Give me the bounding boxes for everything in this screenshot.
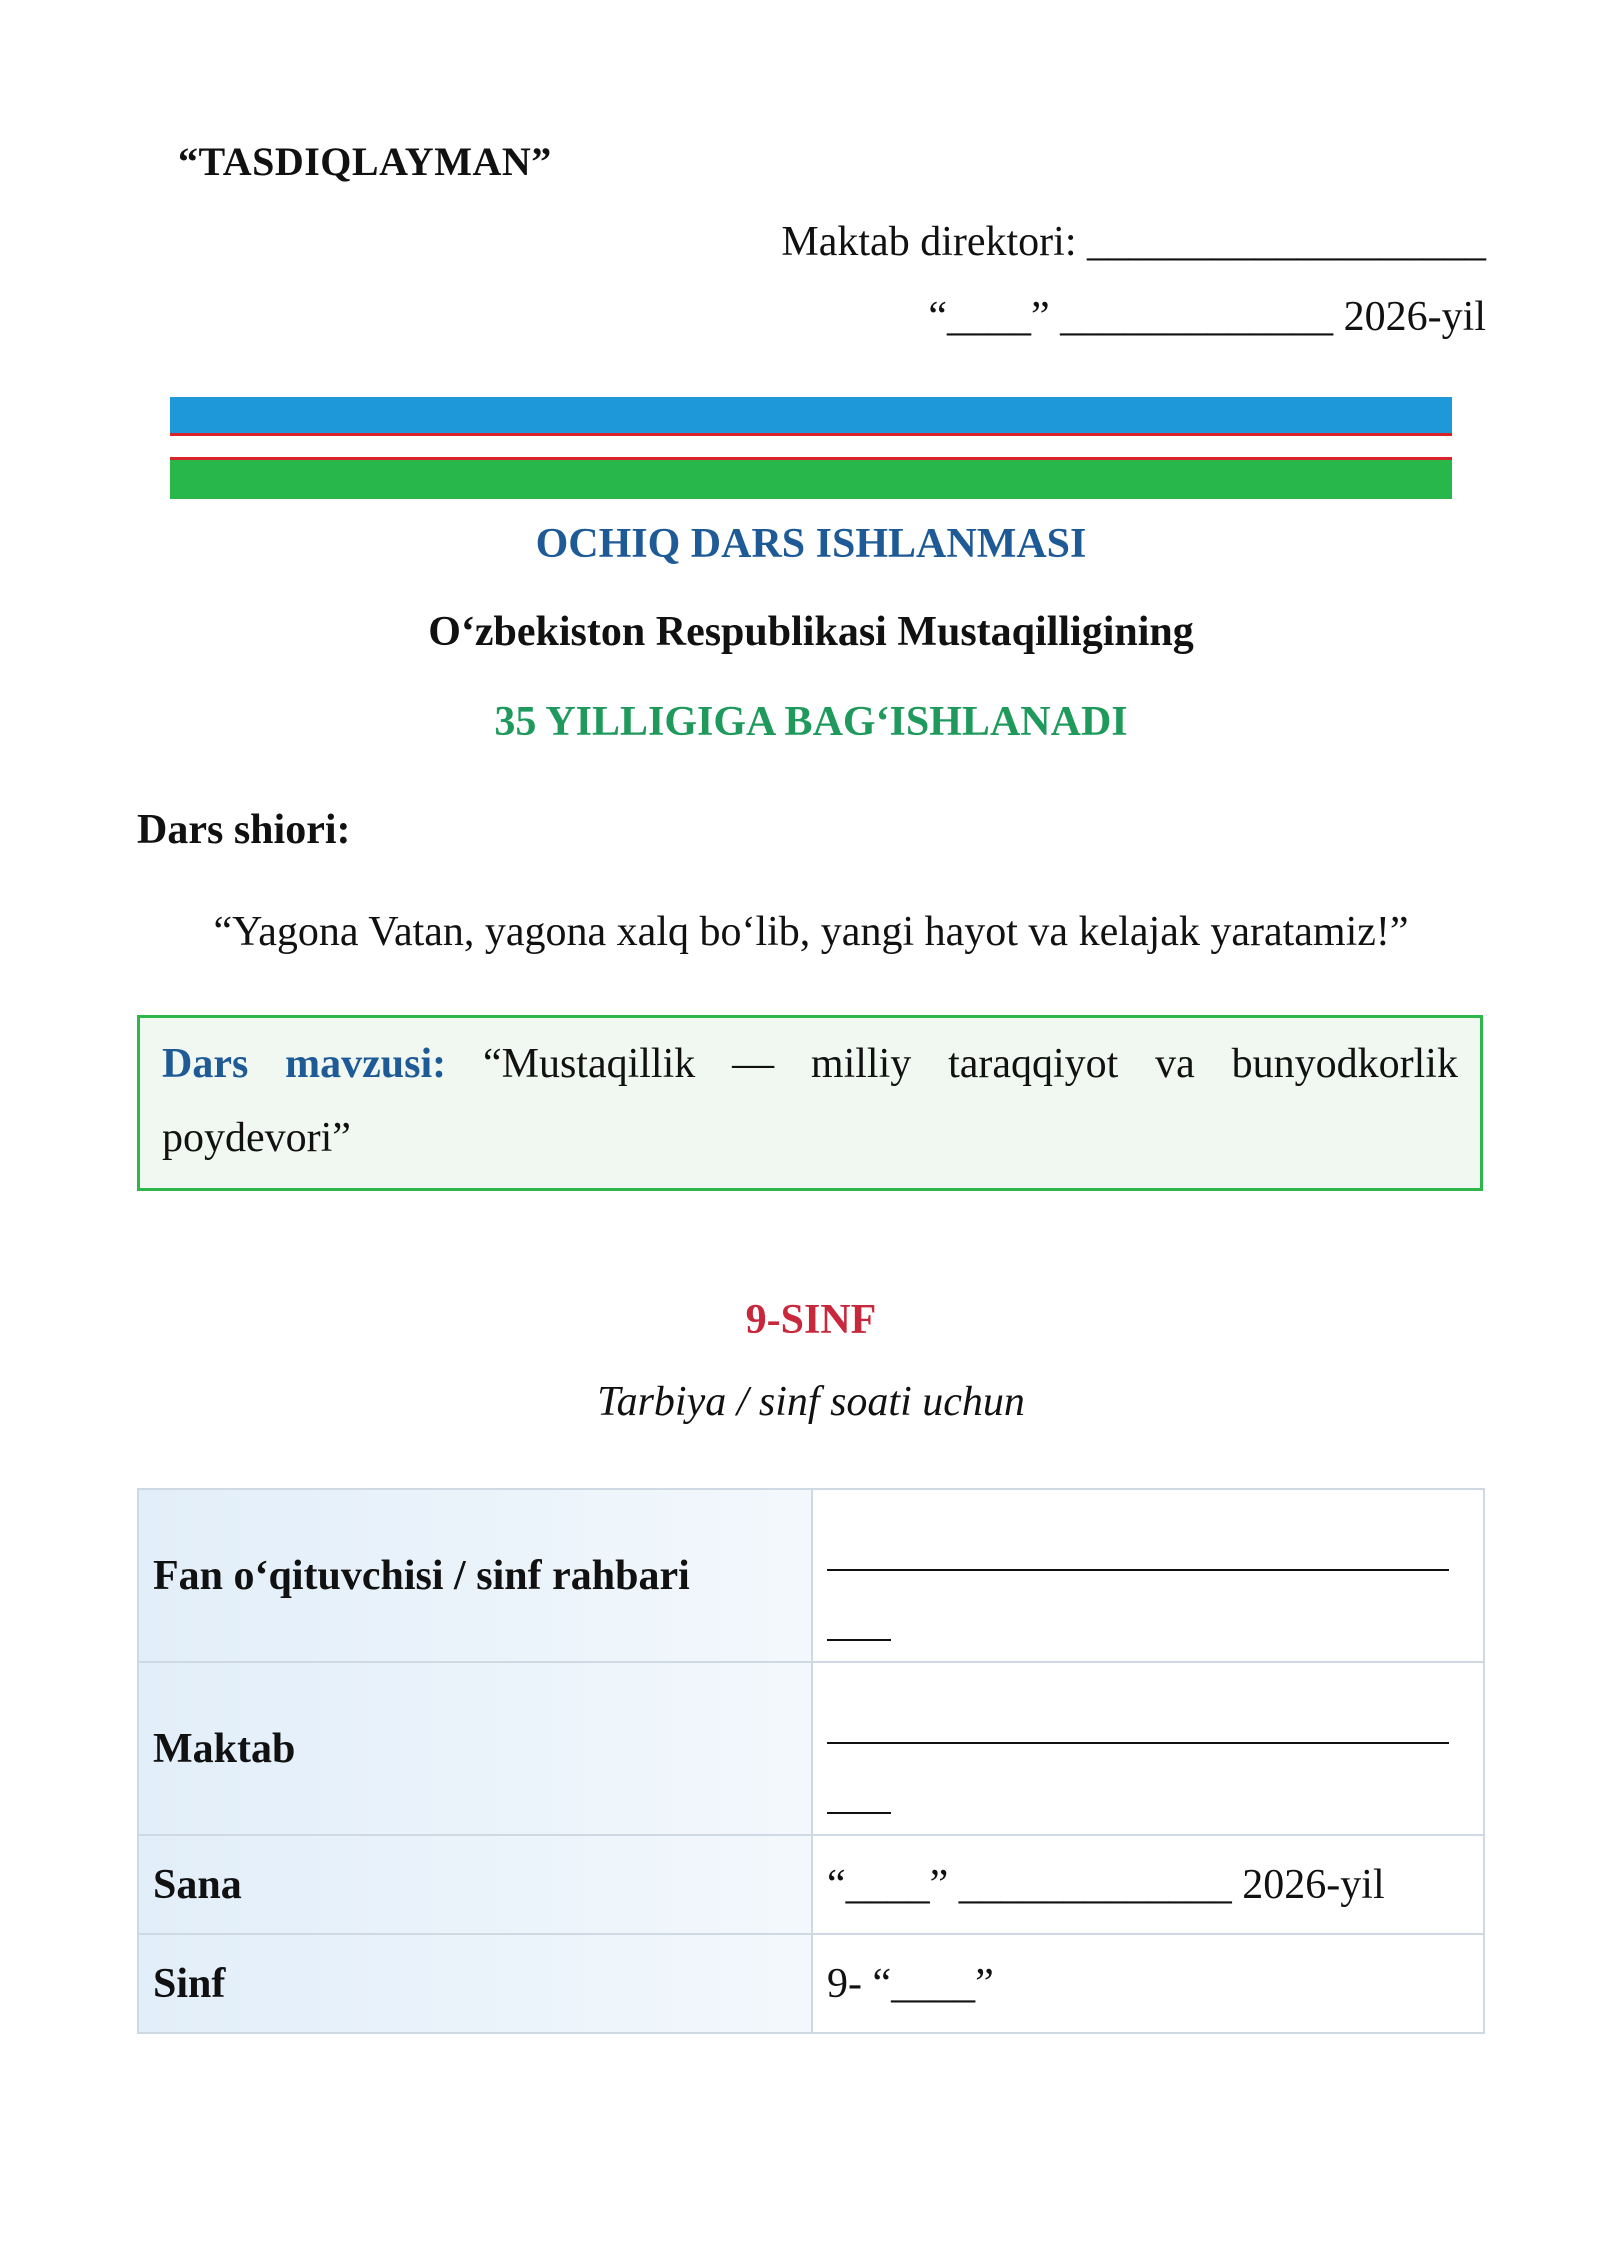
table-row (138, 1489, 1484, 1662)
table-row (138, 1835, 1484, 1934)
class-value[interactable]: 9- “____” (812, 1934, 1484, 2033)
school-label: Maktab (138, 1662, 812, 1835)
approval-heading: “TASDIQLAYMAN” (178, 139, 552, 184)
teacher-label: Fan o‘qituvchisi / sinf rahbari (138, 1489, 812, 1662)
flag-white-stripe (170, 436, 1452, 457)
director-signature-line: Maktab direktori: ___________________ (781, 219, 1486, 265)
topic-word: va (1155, 1041, 1195, 1087)
table-row (138, 1934, 1484, 2033)
lesson-purpose: Tarbiya / sinf soati uchun (597, 1379, 1025, 1425)
blank-line (827, 1511, 1449, 1571)
date-value[interactable]: “____” _____________ 2026-yil (812, 1835, 1484, 1934)
topic-word: “Mustaqillik (482, 1041, 696, 1087)
school-value-cell[interactable] (812, 1662, 1484, 1835)
lesson-topic-box (137, 1015, 1483, 1191)
teacher-value-cell[interactable] (812, 1489, 1484, 1662)
topic-word: bunyodkorlik (1231, 1041, 1458, 1087)
blank-line (827, 1581, 891, 1641)
approval-date-line: “____” _____________ 2026-yil (928, 294, 1486, 340)
info-table (137, 1488, 1485, 2034)
date-label: Sana (138, 1835, 812, 1934)
flag-blue-stripe (170, 397, 1452, 433)
blank-line (827, 1684, 1449, 1744)
motto-text: “Yagona Vatan, yagona xalq bo‘lib, yangi hayot va kelajak yaratamiz!” (213, 909, 1409, 955)
topic-line-1 (162, 1034, 1458, 1094)
document-subtitle: O‘zbekiston Respublikasi Mustaqilligining (428, 609, 1194, 655)
anniversary-title: 35 YILLIGIGA BAG‘ISHLANADI (494, 699, 1128, 745)
table-row (138, 1662, 1484, 1835)
class-label: Sinf (138, 1934, 812, 2033)
topic-word: — (732, 1041, 775, 1087)
grade-heading: 9-SINF (745, 1297, 877, 1343)
topic-line-2: poydevori” (162, 1115, 351, 1161)
topic-label-mavzusi: mavzusi: (285, 1041, 447, 1087)
motto-label: Dars shiori: (137, 807, 351, 853)
flag-green-stripe (170, 460, 1452, 499)
document-title: OCHIQ DARS ISHLANMASI (535, 521, 1087, 567)
topic-word: milliy (810, 1041, 912, 1087)
topic-word: taraqqiyot (948, 1041, 1119, 1087)
topic-label-dars: Dars (162, 1041, 249, 1087)
blank-line (827, 1754, 891, 1814)
